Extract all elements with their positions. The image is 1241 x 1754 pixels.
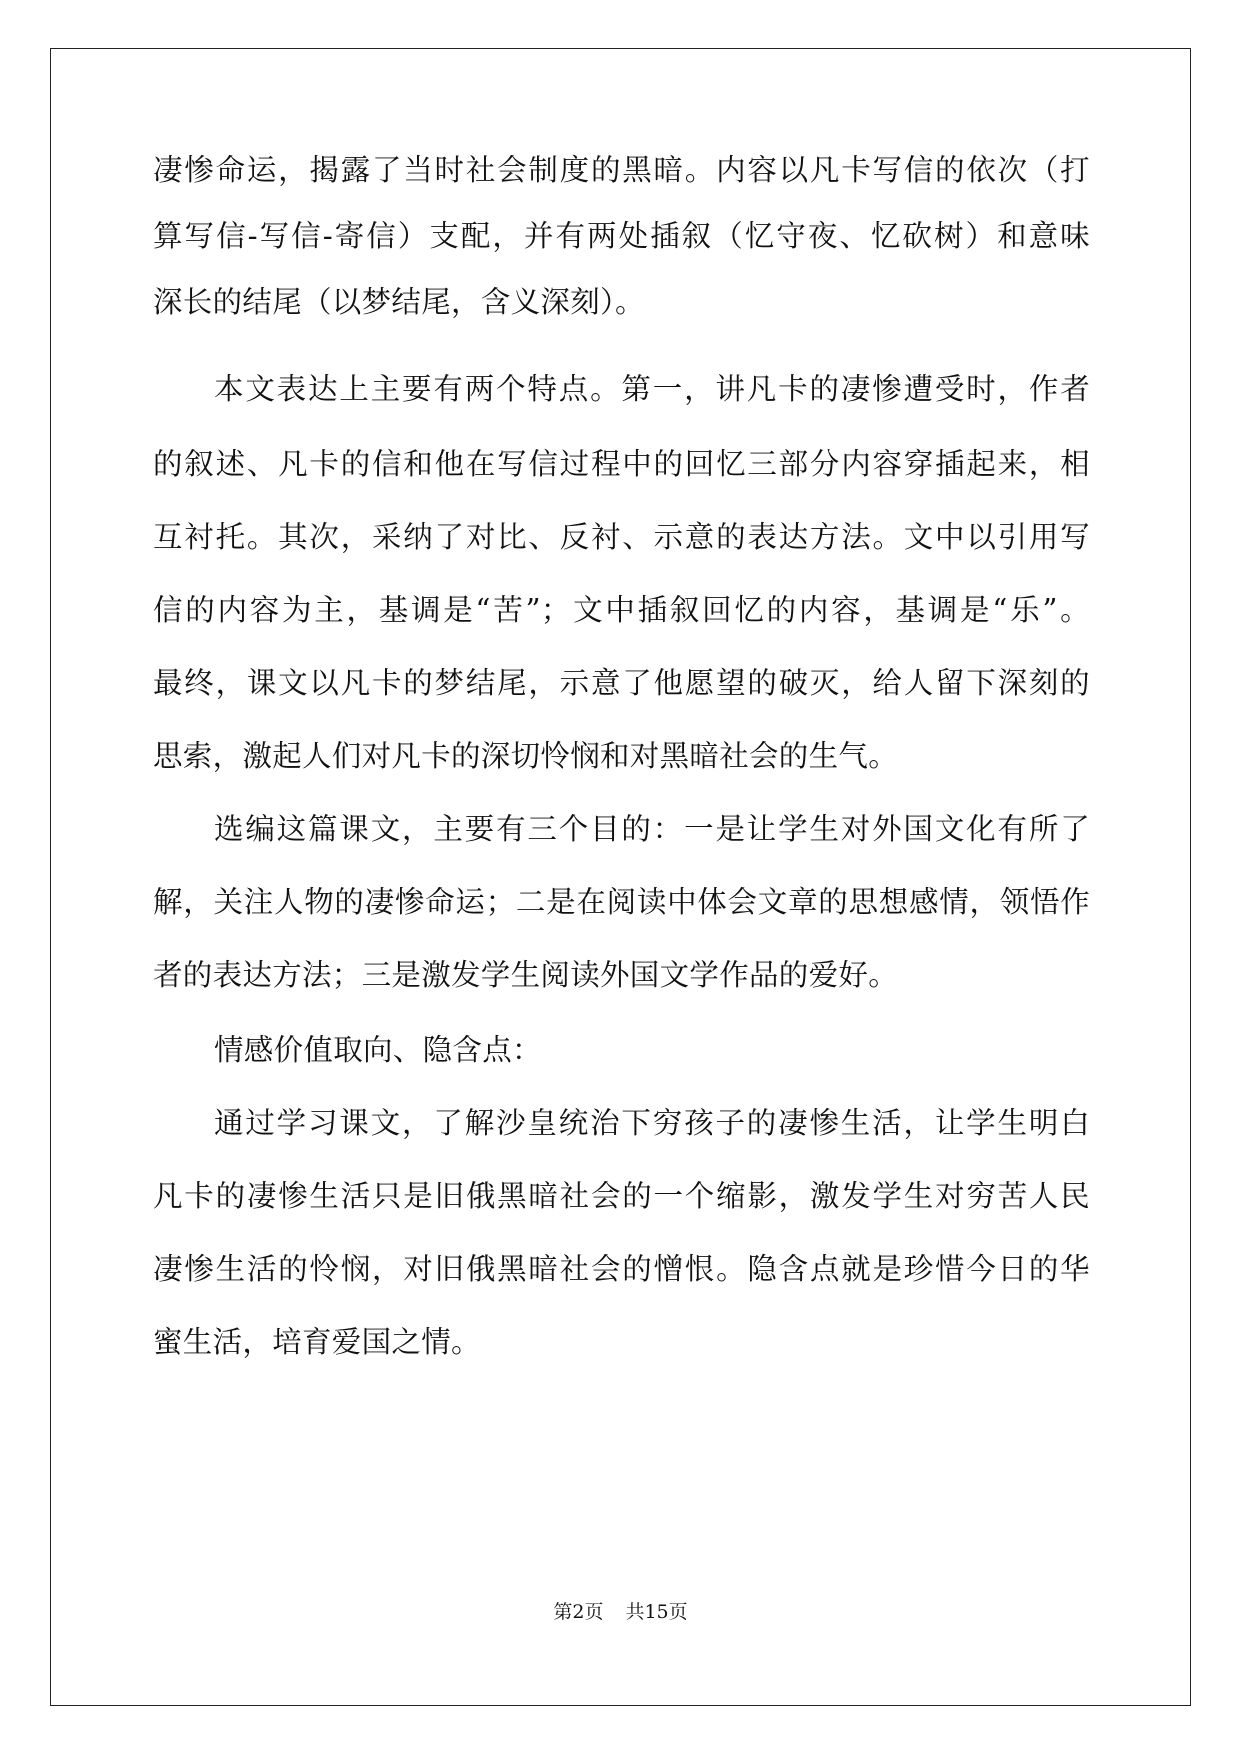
paragraph-2-line-3: 互衬托。其次，采纳了对比、反衬、示意的表达方法。文中以引用写 xyxy=(153,520,1090,554)
paragraph-2-line-2: 的叙述、凡卡的信和他在写信过程中的回忆三部分内容穿插起来，相 xyxy=(153,447,1090,481)
paragraph-1-line-3: 深长的结尾（以梦结尾，含义深刻）。 xyxy=(153,285,645,319)
page-footer xyxy=(0,1598,1241,1626)
paragraph-1-line-1: 凄惨命运，揭露了当时社会制度的黑暗。内容以凡卡写信的依次（打 xyxy=(153,153,1090,187)
paragraph-5-line-1: 通过学习课文，了解沙皇统治下穷孩子的凄惨生活，让学生明白 xyxy=(214,1106,1090,1140)
paragraph-2-line-5: 最终，课文以凡卡的梦结尾，示意了他愿望的破灭，给人留下深刻的 xyxy=(153,666,1090,700)
paragraph-2-line-1: 本文表达上主要有两个特点。第一，讲凡卡的凄惨遭受时，作者 xyxy=(214,372,1090,406)
paragraph-3-line-1: 选编这篇课文，主要有三个目的：一是让学生对外国文化有所了 xyxy=(214,812,1090,846)
paragraph-3-line-2: 解，关注人物的凄惨命运；二是在阅读中体会文章的思想感情，领悟作 xyxy=(153,885,1090,919)
current-page-label: 第2页 xyxy=(553,1601,604,1623)
paragraph-5-line-4: 蜜生活，培育爱国之情。 xyxy=(153,1325,481,1359)
total-pages-label: 共15页 xyxy=(625,1601,688,1623)
paragraph-5-line-3: 凄惨生活的怜悯，对旧俄黑暗社会的憎恨。隐含点就是珍惜今日的华 xyxy=(153,1252,1090,1286)
paragraph-3-line-3: 者的表达方法；三是激发学生阅读外国文学作品的爱好。 xyxy=(153,958,899,992)
paragraph-2-line-4: 信的内容为主，基调是“苦”；文中插叙回忆的内容，基调是“乐”。 xyxy=(153,593,1090,627)
paragraph-1-line-2: 算写信-写信-寄信）支配，并有两处插叙（忆守夜、忆砍树）和意味 xyxy=(153,219,1090,253)
paragraph-5-line-2: 凡卡的凄惨生活只是旧俄黑暗社会的一个缩影，激发学生对穷苦人民 xyxy=(153,1179,1090,1213)
paragraph-4-line-1: 情感价值取向、隐含点： xyxy=(214,1033,542,1067)
paragraph-2-line-6: 思索，激起人们对凡卡的深切怜悯和对黑暗社会的生气。 xyxy=(153,739,899,773)
